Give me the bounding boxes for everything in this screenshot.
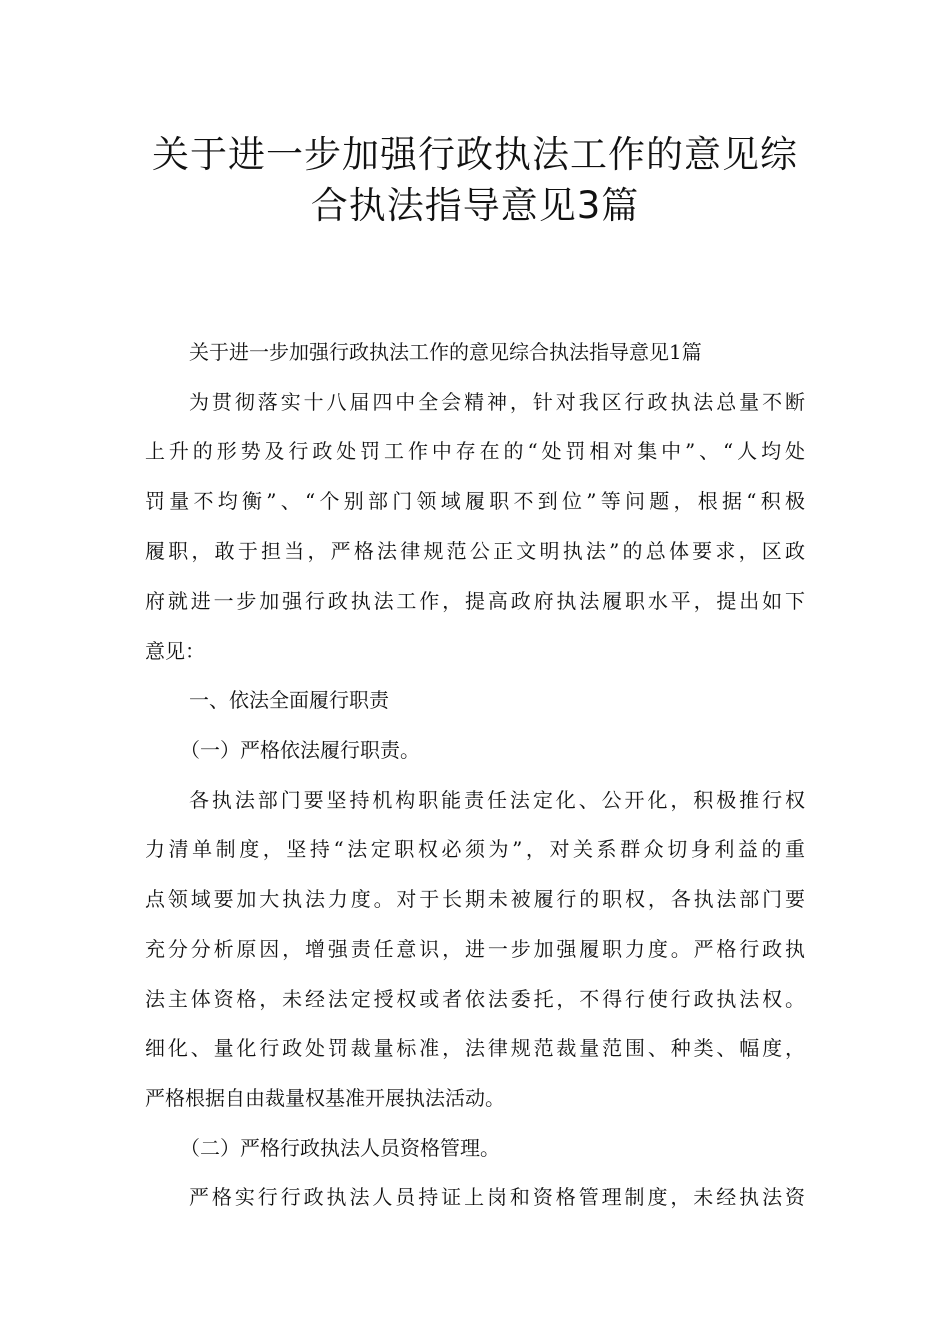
paragraph-line: 上升的形势及行政处罚工作中存在的“处罚相对集中”、“人均处 [145, 439, 805, 463]
document-title-line-2: 合执法指导意见3篇 [310, 184, 640, 227]
subsection-heading: （二）严格行政执法人员资格管理。 [180, 1136, 500, 1160]
paragraph-line: 严格实行行政执法人员持证上岗和资格管理制度，未经执法资 [189, 1185, 805, 1209]
paragraph-line: 严格根据自由裁量权基准开展执法活动。 [145, 1086, 505, 1110]
paragraph-line: 力清单制度，坚持“法定职权必须为”，对关系群众切身利益的重 [145, 837, 805, 861]
subsection-heading: （一）严格依法履行职责。 [180, 738, 420, 762]
paragraph-line: 各执法部门要坚持机构职能责任法定化、公开化，积极推行权 [189, 788, 805, 812]
document-title-line-1: 关于进一步加强行政执法工作的意见综 [152, 133, 798, 176]
section-heading: 一、依法全面履行职责 [189, 688, 389, 712]
paragraph-line: 罚量不均衡”、“个别部门领域履职不到位”等问题，根据“积极 [145, 489, 805, 513]
paragraph-line: 充分分析原因，增强责任意识，进一步加强履职力度。严格行政执 [145, 937, 805, 961]
paragraph-line: 为贯彻落实十八届四中全会精神，针对我区行政执法总量不断 [189, 390, 805, 414]
paragraph-line: 府就进一步加强行政执法工作，提高政府执法履职水平，提出如下 [145, 589, 805, 613]
paragraph-line: 点领域要加大执法力度。对于长期未被履行的职权，各执法部门要 [145, 887, 805, 911]
document-subtitle: 关于进一步加强行政执法工作的意见综合执法指导意见1篇 [189, 340, 702, 364]
paragraph-line: 法主体资格，未经法定授权或者依法委托，不得行使行政执法权。 [145, 987, 805, 1011]
paragraph-line: 履职，敢于担当，严格法律规范公正文明执法”的总体要求，区政 [145, 539, 805, 563]
paragraph-line: 意见： [145, 639, 205, 663]
paragraph-line: 细化、量化行政处罚裁量标准，法律规范裁量范围、种类、幅度， [145, 1036, 805, 1060]
